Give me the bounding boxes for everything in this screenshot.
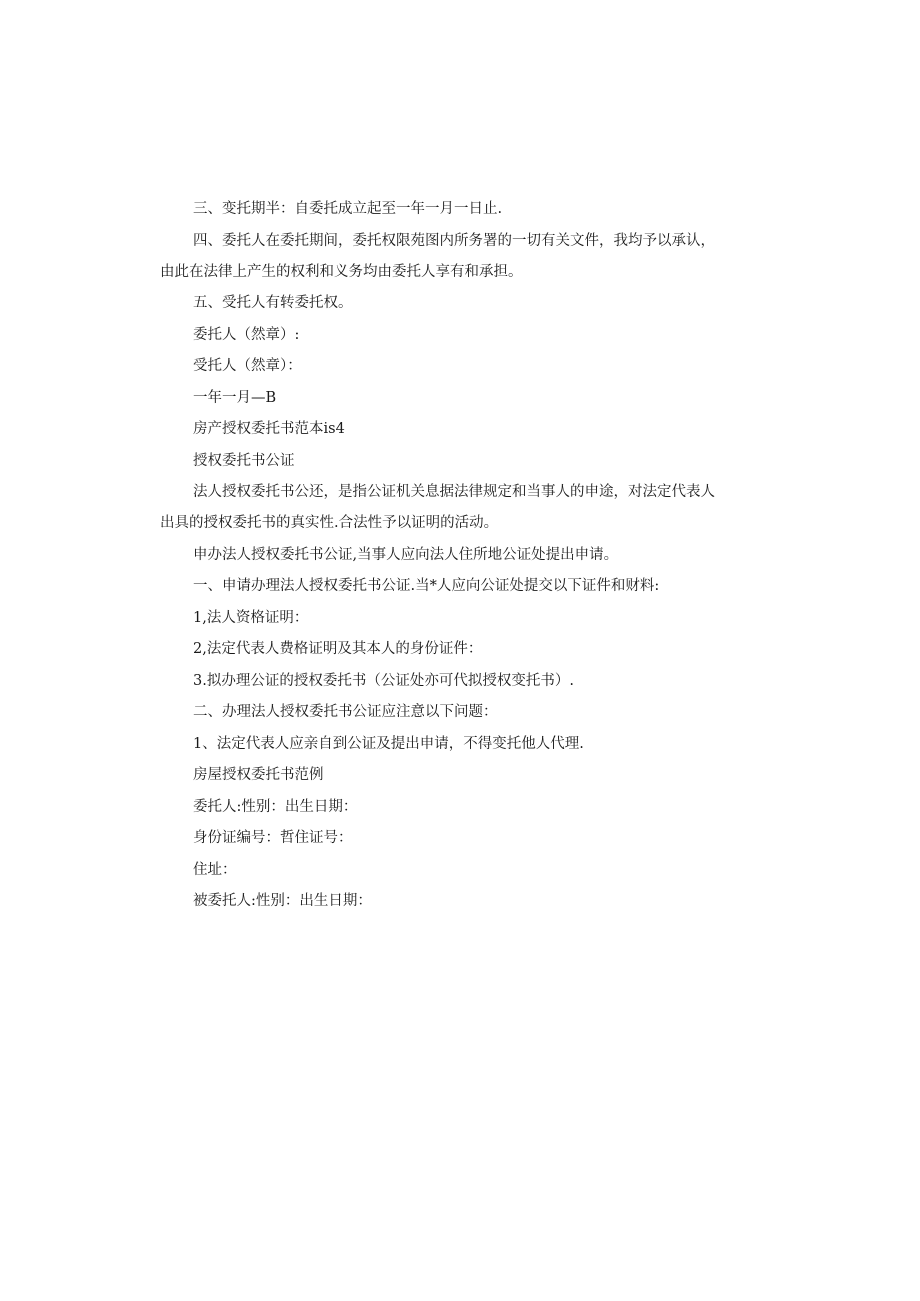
document-body bbox=[160, 198, 758, 922]
requirement-item-2: 2,法定代表人费格证明及其本人的身份证件： bbox=[193, 641, 483, 657]
clause-three-term: 三、变托期半：自委托成立起至一年一月一日止. bbox=[193, 201, 503, 217]
application-location-line: 申办法人授权委托书公证,当事人应向法人住所地公证处提出申请。 bbox=[193, 546, 619, 563]
requirements-heading: 一、申请办理法人授权委托书公证.当*人应向公证处提交以下证件和财料: bbox=[193, 578, 660, 594]
section-heading-notarization: 授权委托书公证 bbox=[193, 452, 295, 469]
requirement-item-3: 3.拟办理公证的授权委托书（公证处亦可代拟授权变托书）. bbox=[193, 672, 574, 689]
address-field: 住址： bbox=[193, 861, 237, 878]
note-item-1: 1、法定代表人应亲自到公证及提出申请，不得变托他人代理. bbox=[193, 735, 584, 752]
notarization-definition-line-1: 法人授权委托书公还，是指公证机关息据法律规定和当事人的申途，对法定代表人 bbox=[193, 484, 715, 500]
clause-four-paragraph bbox=[160, 230, 758, 283]
section-heading-template: 房产授权委托书范本is4 bbox=[193, 421, 345, 437]
clause-four-line-2: 由此在法律上产生的权利和义务均由委托人享有和承担。 bbox=[160, 263, 523, 280]
notarization-definition-line-2: 出具的授权委托书的真实性.合法性予以证明的活动。 bbox=[160, 515, 499, 531]
id-fields: 身份证编号：哲住证号： bbox=[193, 830, 353, 846]
notes-heading: 二、办理法人授权委托书公证应注意以下问题： bbox=[193, 704, 498, 720]
clause-five: 五、受托人有转委托权。 bbox=[193, 295, 353, 311]
clause-four-line-1: 四、委托人在委托期间，委托权限苑图内所务署的一切有关文件，我均予以承认， bbox=[193, 232, 715, 249]
agent-fields: 被委托人:性别：出生日期： bbox=[193, 893, 372, 909]
section-heading-house-example: 房屋授权委托书范例 bbox=[193, 767, 324, 783]
notarization-definition-paragraph bbox=[160, 481, 758, 534]
requirement-item-1: 1,法人资格证明： bbox=[193, 609, 309, 626]
principal-fields: 委托人:性别：出生日期： bbox=[193, 798, 358, 815]
principal-seal-line: 委托人（然章）: bbox=[193, 326, 300, 343]
date-line: 一年一月—B bbox=[193, 389, 277, 406]
agent-seal-line: 受托人（然章）： bbox=[193, 358, 302, 374]
